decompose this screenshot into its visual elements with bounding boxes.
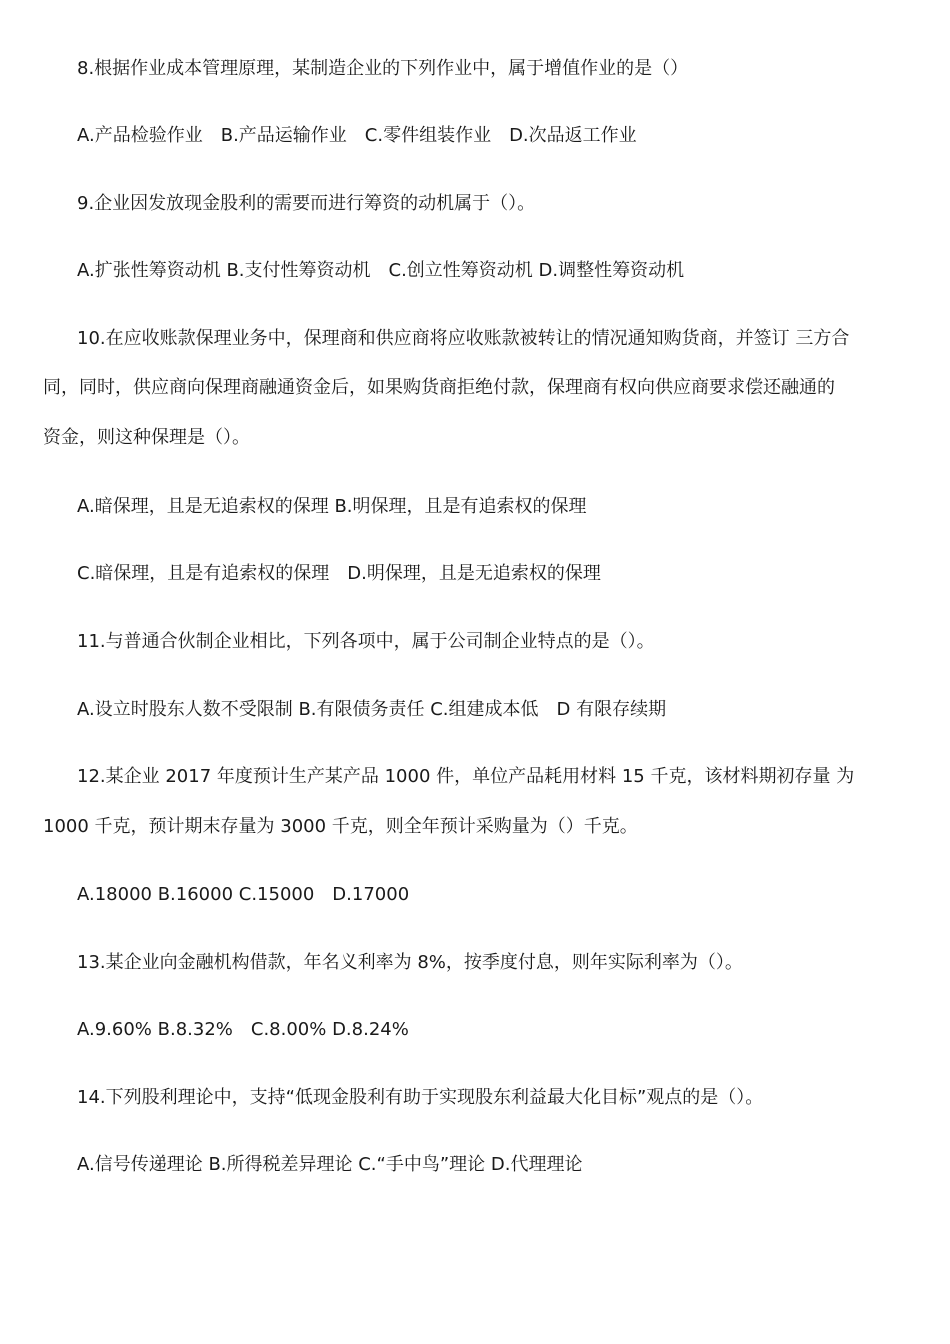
question-13-stem: 13.某企业向金融机构借款，年名义利率为 8%，按季度付息，则年实际利率为（）。 bbox=[77, 952, 743, 973]
question-10-options-line-2: C.暗保理，且是有追索权的保理 D.明保理，且是无追索权的保理 bbox=[77, 563, 601, 584]
question-11-stem: 11.与普通合伙制企业相比，下列各项中，属于公司制企业特点的是（）。 bbox=[77, 631, 655, 652]
question-9-options: A.扩张性筹资动机 B.支付性筹资动机 C.创立性筹资动机 D.调整性筹资动机 bbox=[77, 260, 685, 281]
question-12-stem-line-1: 12.某企业 2017 年度预计生产某产品 1000 件，单位产品耗用材料 15 千克，该材料期初存量 为 bbox=[77, 766, 855, 787]
question-8-stem: 8.根据作业成本管理原理，某制造企业的下列作业中，属于增值作业的是（） bbox=[77, 58, 689, 79]
question-10-stem-line-3: 资金，则这种保理是（）。 bbox=[43, 427, 250, 448]
question-10-stem-line-2: 同，同时，供应商向保理商融通资金后，如果购货商拒绝付款，保理商有权向供应商要求偿还融通的 bbox=[43, 377, 835, 398]
question-10-options-line-1: A.暗保理，且是无追索权的保理 B.明保理，且是有追索权的保理 bbox=[77, 496, 587, 517]
question-8-options: A.产品检验作业 B.产品运输作业 C.零件组装作业 D.次品返工作业 bbox=[77, 125, 637, 146]
question-10-stem-line-1: 10.在应收账款保理业务中，保理商和供应商将应收账款被转让的情况通知购货商，并签订 三方合 bbox=[77, 328, 850, 349]
question-13-options: A.9.60% B.8.32% C.8.00% D.8.24% bbox=[77, 1019, 409, 1040]
question-12-stem-line-2: 1000 千克，预计期末存量为 3000 千克，则全年预计采购量为（）千克。 bbox=[43, 816, 638, 837]
question-14-stem: 14.下列股利理论中，支持“低现金股利有助于实现股东利益最大化目标”观点的是（）。 bbox=[77, 1087, 764, 1108]
question-14-options: A.信号传递理论 B.所得税差异理论 C.“手中鸟”理论 D.代理理论 bbox=[77, 1154, 583, 1175]
question-12-options: A.18000 B.16000 C.15000 D.17000 bbox=[77, 884, 410, 905]
question-9-stem: 9.企业因发放现金股利的需要而进行筹资的动机属于（）。 bbox=[77, 193, 536, 214]
question-11-options: A.设立时股东人数不受限制 B.有限债务责任 C.组建成本低 D 有限存续期 bbox=[77, 699, 667, 720]
